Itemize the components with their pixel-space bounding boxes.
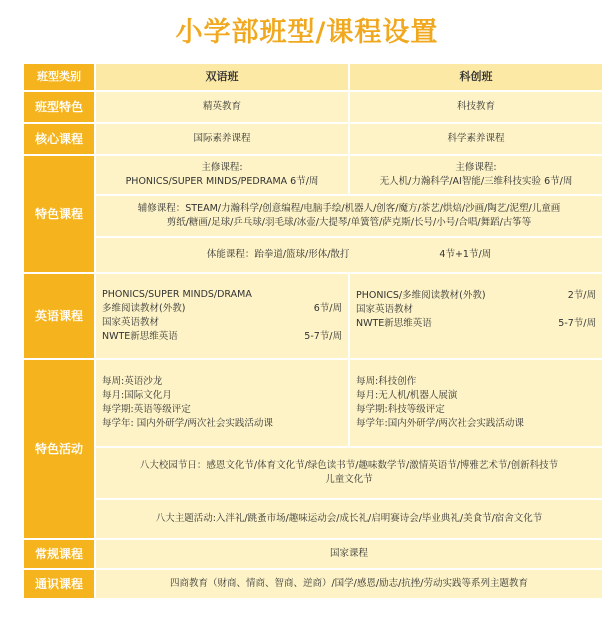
table-row xyxy=(23,155,603,195)
list-item: PHONICS/SUPER MINDS/DRAMA xyxy=(102,289,252,300)
english-courses-bilingual xyxy=(95,273,349,359)
header-bilingual-class: 双语班 xyxy=(95,63,349,91)
theme-activities: 八大主题活动:入泮礼/跳蚤市场/趣味运动会/成长礼/启明赛诗会/毕业典礼/美食节/宿舍文化节 xyxy=(95,499,603,539)
english-courses-tech xyxy=(349,273,603,359)
main-courses-bilingual xyxy=(95,155,349,195)
table-row xyxy=(23,359,603,447)
page-title: 小学部班型/课程设置 xyxy=(175,17,439,48)
header-tech-class: 科创班 xyxy=(349,63,603,91)
pe-courses xyxy=(95,237,603,273)
row-label-class-feature: 班型特色 xyxy=(23,91,95,123)
table-row xyxy=(23,63,603,91)
row-label-special-activities: 特色活动 xyxy=(23,359,95,539)
table-row xyxy=(23,195,603,237)
table-row xyxy=(23,569,603,599)
table-row xyxy=(23,499,603,539)
table-row xyxy=(23,539,603,569)
list-item: 每学期:科技等级评定 xyxy=(356,404,445,415)
row-label-regular-courses: 常规课程 xyxy=(23,539,95,569)
list-item: PHONICS/多维阅读教材(外教) 2节/周 xyxy=(356,290,596,301)
campus-festivals xyxy=(95,447,603,499)
general-courses: 四商教育（财商、情商、智商、逆商）/国学/感恩/励志/抗挫/劳动实践等系列主题教育 xyxy=(95,569,603,599)
elective-courses-line1: 辅修课程：STEAM/力瀚科学/创意编程/电脑手绘/机器人/创客/魔方/茶艺/烘焙/沙画/陶艺/泥塑/儿童画 xyxy=(137,203,561,214)
elective-courses-line2: 剪纸/糖画/足球/乒乓球/羽毛球/冰壶/大提琴/单簧管/萨克斯/长号/小号/合唱/舞蹈/古筝等 xyxy=(166,217,532,228)
class-feature-bilingual: 精英教育 xyxy=(95,91,349,123)
campus-festivals-line2: 儿童文化节 xyxy=(325,474,373,485)
pe-courses-text: 体能课程：跆拳道/篮球/形体/散打 xyxy=(206,249,350,260)
campus-festivals-line1: 八大校园节日：感恩文化节/体育文化节/绿色读书节/趣味数学节/激情英语节/博雅艺术节/创新科技节 xyxy=(139,460,559,471)
pe-courses-hours: 4节+1节/周 xyxy=(439,249,492,260)
main-courses-title: 主修课程: xyxy=(455,162,497,173)
table-row xyxy=(23,91,603,123)
row-label-general-courses: 通识课程 xyxy=(23,569,95,599)
regular-courses: 国家课程 xyxy=(95,539,603,569)
header-label: 班型类别 xyxy=(23,63,95,91)
list-item: 每月:国际文化月 xyxy=(102,390,172,401)
list-item: 每学期:英语等级评定 xyxy=(102,404,191,415)
main-courses-tech-text: 无人机/力瀚科学/AI智能/三维科技实验 6节/周 xyxy=(379,176,573,187)
table-row xyxy=(23,123,603,155)
row-label-special-courses: 特色课程 xyxy=(23,155,95,273)
row-label-core-courses: 核心课程 xyxy=(23,123,95,155)
core-courses-bilingual: 国际素养课程 xyxy=(95,123,349,155)
list-item: NWTE新思维英语 5-7节/周 xyxy=(356,318,596,329)
list-item: 每周:英语沙龙 xyxy=(102,376,163,387)
table-row xyxy=(23,237,603,273)
core-courses-tech: 科学素养课程 xyxy=(349,123,603,155)
table-row xyxy=(23,447,603,499)
activities-bilingual xyxy=(95,359,349,447)
list-item: 国家英语教材 xyxy=(356,304,414,315)
table-row xyxy=(23,273,603,359)
list-item: 每学年:国内外研学/两次社会实践活动课 xyxy=(356,418,524,429)
list-item: 多维阅读教材(外教) 6节/周 xyxy=(102,303,342,314)
list-item: 国家英语教材 xyxy=(102,317,160,328)
main-courses-tech xyxy=(349,155,603,195)
course-table xyxy=(22,62,604,600)
list-item: 每月:无人机/机器人展演 xyxy=(356,390,458,401)
class-feature-tech: 科技教育 xyxy=(349,91,603,123)
activities-tech xyxy=(349,359,603,447)
main-courses-title: 主修课程: xyxy=(201,162,243,173)
row-label-english-courses: 英语课程 xyxy=(23,273,95,359)
list-item: 每学年: 国内外研学/两次社会实践活动课 xyxy=(102,418,273,429)
list-item: NWTE新思维英语 5-7节/周 xyxy=(102,331,342,342)
list-item: 每周:科技创作 xyxy=(356,376,417,387)
main-courses-bilingual-text: PHONICS/SUPER MINDS/PEDRAMA 6节/周 xyxy=(125,176,319,187)
elective-courses xyxy=(95,195,603,237)
